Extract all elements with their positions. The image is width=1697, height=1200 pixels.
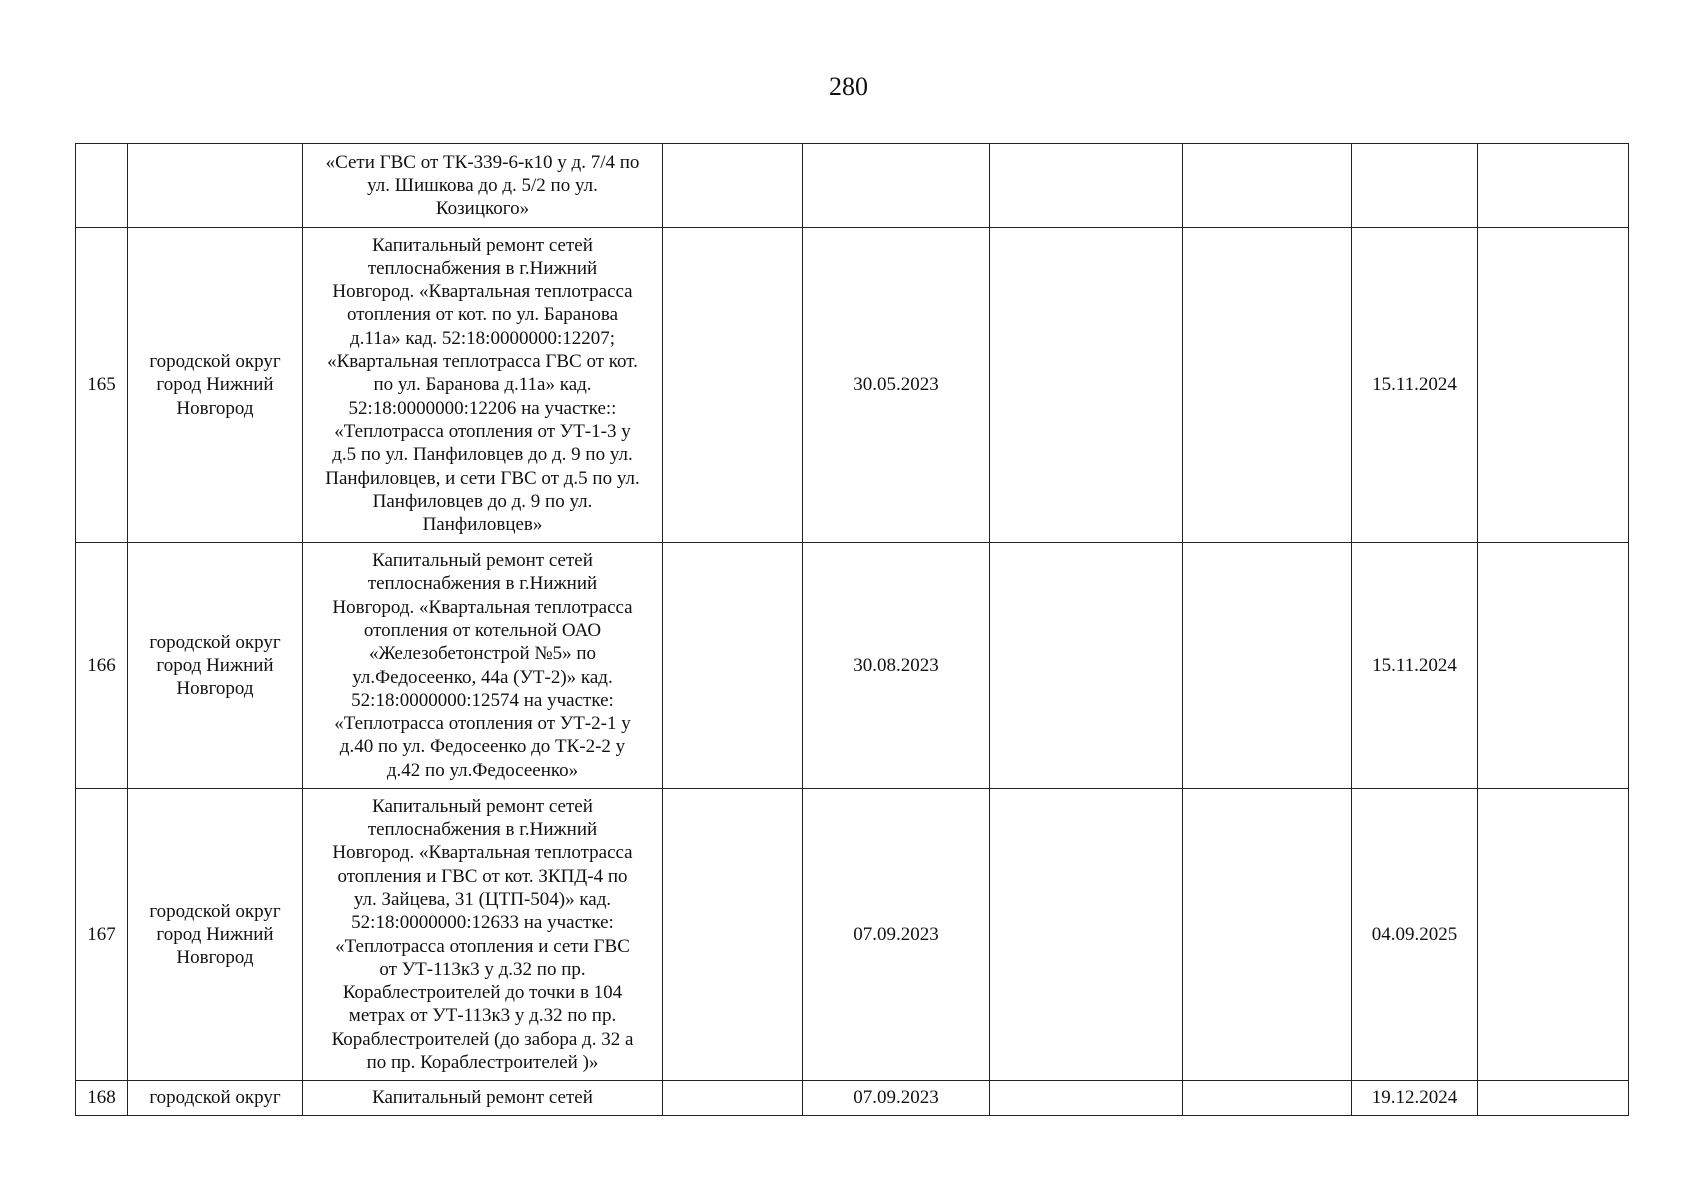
empty-cell bbox=[1183, 789, 1352, 1081]
end-date-cell: 19.12.2024 bbox=[1352, 1081, 1478, 1116]
object-description-cell: Капитальный ремонт сетей bbox=[303, 1081, 663, 1116]
start-date-cell: 30.05.2023 bbox=[803, 228, 990, 543]
empty-cell bbox=[1478, 543, 1629, 789]
empty-cell bbox=[663, 144, 803, 228]
empty-cell bbox=[1478, 1081, 1629, 1116]
empty-cell bbox=[1183, 144, 1352, 228]
empty-cell bbox=[1478, 789, 1629, 1081]
empty-cell bbox=[990, 144, 1183, 228]
table-row bbox=[76, 228, 1629, 543]
row-number-cell bbox=[76, 144, 128, 228]
table-row bbox=[76, 543, 1629, 789]
start-date-cell bbox=[803, 144, 990, 228]
empty-cell bbox=[1183, 228, 1352, 543]
start-date-cell: 07.09.2023 bbox=[803, 1081, 990, 1116]
empty-cell bbox=[663, 789, 803, 1081]
municipality-cell: городской округ bbox=[128, 1081, 303, 1116]
row-number-cell: 168 bbox=[76, 1081, 128, 1116]
object-description-cell: Капитальный ремонт сетей теплоснабжения в г.Нижний Новгород. «Квартальная теплотрасса отопления и ГВС от кот. ЗКПД-4 по ул. Зайцева, 31 (ЦТП-504)» кад. 52:18:0000000:12633 на участке: «Теплотрасса отопления и сети ГВС от УТ-113к3 у д.32 по пр. Кораблестроителей до точки в 104 метрах от УТ-113к3 у д.32 по пр. Кораблестроителей (до забора д. 32 а по пр. Кораблестроителей )» bbox=[303, 789, 663, 1081]
empty-cell bbox=[1478, 228, 1629, 543]
empty-cell bbox=[663, 228, 803, 543]
page-number: 280 bbox=[829, 72, 868, 101]
municipality-cell: городской округ город Нижний Новгород bbox=[128, 228, 303, 543]
row-number-cell: 165 bbox=[76, 228, 128, 543]
table-row bbox=[76, 1081, 1629, 1116]
municipality-cell: городской округ город Нижний Новгород bbox=[128, 543, 303, 789]
works-table bbox=[75, 143, 1629, 1116]
empty-cell bbox=[663, 1081, 803, 1116]
end-date-cell: 15.11.2024 bbox=[1352, 228, 1478, 543]
empty-cell bbox=[1478, 144, 1629, 228]
object-description-cell: Капитальный ремонт сетей теплоснабжения в г.Нижний Новгород. «Квартальная теплотрасса отопления от кот. по ул. Баранова д.11а» кад. 52:18:0000000:12207; «Квартальная теплотрасса ГВС от кот. по ул. Баранова д.11а» кад. 52:18:0000000:12206 на участке:: «Теплотрасса отопления от УТ-1-3 у д.5 по ул. Панфиловцев до д. 9 по ул. Панфиловцев, и сети ГВС от д.5 по ул. Панфиловцев до д. 9 по ул. Панфиловцев» bbox=[303, 228, 663, 543]
empty-cell bbox=[1183, 543, 1352, 789]
end-date-cell: 15.11.2024 bbox=[1352, 543, 1478, 789]
municipality-cell: городской округ город Нижний Новгород bbox=[128, 789, 303, 1081]
end-date-cell bbox=[1352, 144, 1478, 228]
municipality-cell bbox=[128, 144, 303, 228]
empty-cell bbox=[1183, 1081, 1352, 1116]
row-number-cell: 166 bbox=[76, 543, 128, 789]
table-row bbox=[76, 789, 1629, 1081]
start-date-cell: 30.08.2023 bbox=[803, 543, 990, 789]
end-date-cell: 04.09.2025 bbox=[1352, 789, 1478, 1081]
row-number-cell: 167 bbox=[76, 789, 128, 1081]
table-row bbox=[76, 144, 1629, 228]
start-date-cell: 07.09.2023 bbox=[803, 789, 990, 1081]
empty-cell bbox=[990, 543, 1183, 789]
object-description-cell: «Сети ГВС от ТК-339-6-к10 у д. 7/4 по ул. Шишкова до д. 5/2 по ул. Козицкого» bbox=[303, 144, 663, 228]
empty-cell bbox=[990, 1081, 1183, 1116]
empty-cell bbox=[663, 543, 803, 789]
empty-cell bbox=[990, 789, 1183, 1081]
object-description-cell: Капитальный ремонт сетей теплоснабжения в г.Нижний Новгород. «Квартальная теплотрасса отопления от котельной ОАО «Железобетонстрой №5» по ул.Федосеенко, 44а (УТ-2)» кад. 52:18:0000000:12574 на участке: «Теплотрасса отопления от УТ-2-1 у д.40 по ул. Федосеенко до ТК-2-2 у д.42 по ул.Федосеенко» bbox=[303, 543, 663, 789]
empty-cell bbox=[990, 228, 1183, 543]
